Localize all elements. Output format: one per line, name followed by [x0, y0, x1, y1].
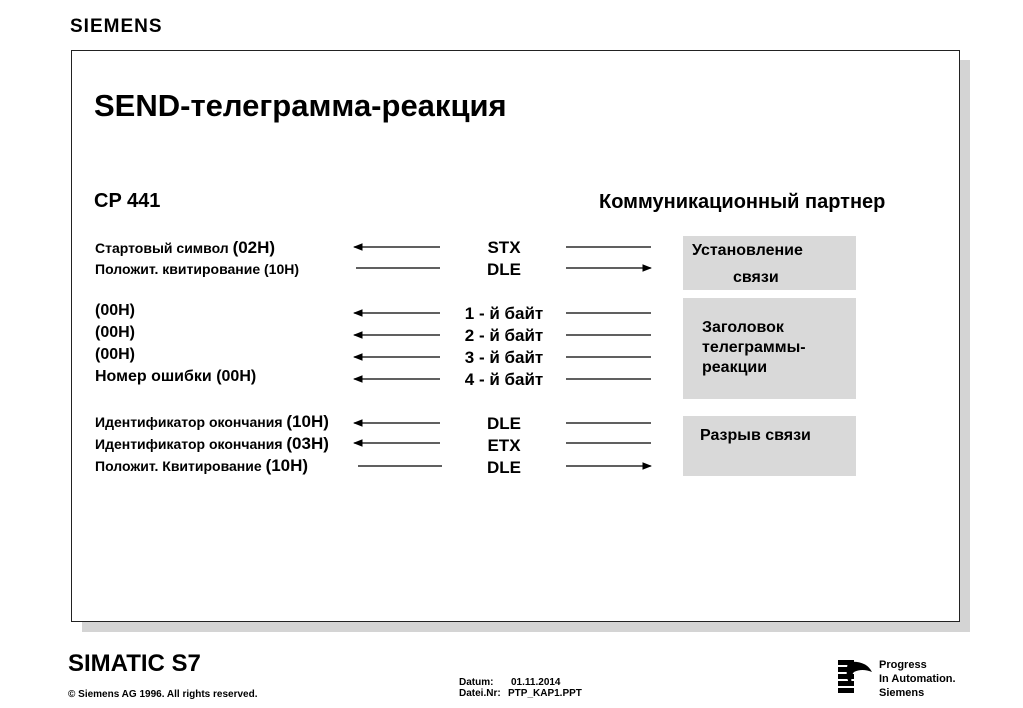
file-label: Datei.Nr: — [459, 688, 501, 699]
signal-byte-3: 3 - й байт — [464, 348, 544, 367]
label-start-symbol: Стартовый символ (02H) — [95, 238, 276, 257]
box-telegram-header-line3: реакции — [702, 359, 768, 376]
signal-dle-1: DLE — [487, 260, 521, 279]
date-value: 01.11.2014 — [511, 677, 561, 688]
label-byte-2: (00H) — [95, 324, 136, 341]
siemens-logo-text: SIEMENS — [70, 16, 163, 37]
logo-line-1: Progress — [879, 659, 927, 671]
label-end-id-1: Идентификатор окончания (10H) — [95, 412, 329, 431]
box-disconnect-label: Разрыв связи — [700, 427, 811, 444]
cp441-header: CP 441 — [94, 190, 161, 212]
date-label: Datum: — [459, 677, 494, 688]
label-byte-1: (00H) — [95, 302, 136, 319]
label-positive-ack: Положит. квитирование (10H) — [95, 261, 300, 277]
signal-byte-4: 4 - й байт — [464, 370, 544, 389]
box-telegram-header-line1: Заголовок — [702, 319, 784, 336]
label-positive-ack-2: Положит. Квитирование (10H) — [95, 456, 309, 475]
product-name: SIMATIC S7 — [68, 650, 201, 677]
signal-byte-2: 2 - й байт — [464, 326, 544, 345]
slide-title: SEND-телеграмма-реакция — [94, 88, 507, 123]
label-byte-3: (00H) — [95, 346, 136, 363]
label-end-id-2: Идентификатор окончания (03H) — [95, 434, 329, 453]
label-error-number: Номер ошибки (00H) — [95, 368, 257, 385]
partner-header: Коммуникационный партнер — [599, 191, 886, 213]
box-telegram-header-line2: телеграммы- — [702, 339, 806, 356]
signal-dle-3: DLE — [487, 458, 521, 477]
box-connection-setup-line1: Установление — [692, 242, 803, 259]
copyright: © Siemens AG 1996. All rights reserved. — [68, 689, 258, 700]
signal-byte-1: 1 - й байт — [464, 304, 544, 323]
progress-logo-icon — [836, 658, 876, 698]
box-connection-setup-line2: связи — [733, 269, 779, 286]
signal-stx: STX — [487, 238, 521, 257]
signal-dle-2: DLE — [487, 414, 521, 433]
signal-etx: ETX — [487, 436, 521, 455]
file-value: PTP_KAP1.PPT — [508, 688, 582, 699]
logo-line-3: Siemens — [879, 687, 925, 699]
logo-line-2: In Automation. — [879, 673, 956, 685]
